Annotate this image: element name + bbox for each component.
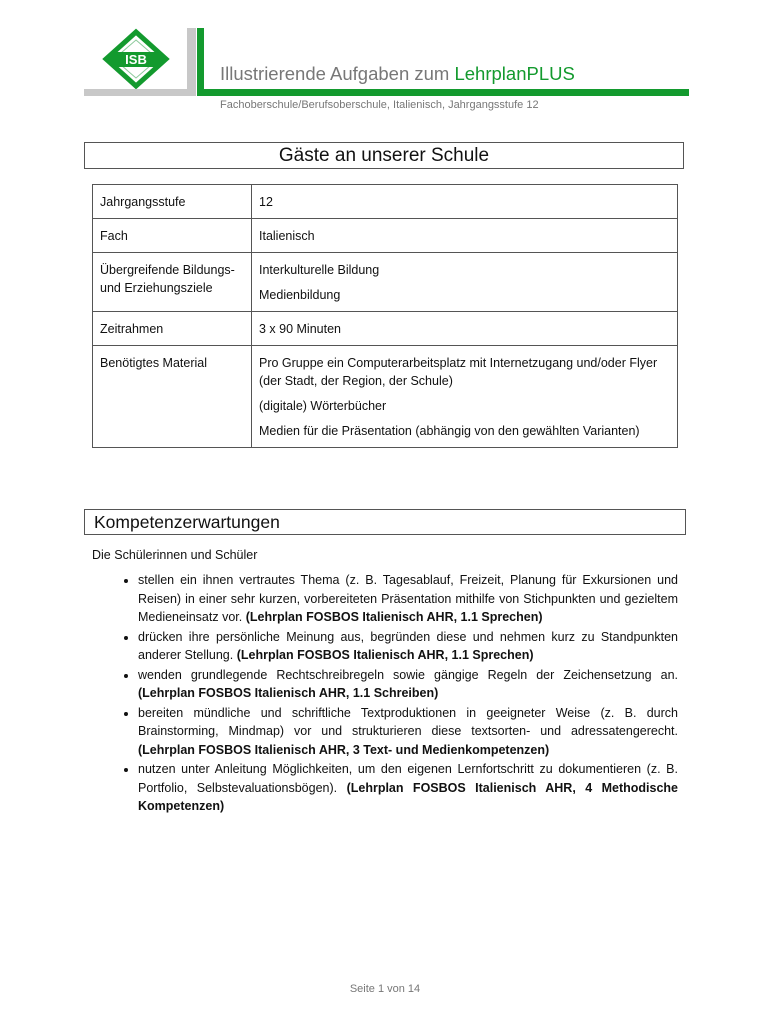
- isb-logo: [84, 28, 188, 90]
- curriculum-reference: (Lehrplan FOSBOS Italienisch AHR, 4 Methodische Kompetenzen): [138, 780, 678, 813]
- row-label: Übergreifende Bildungs- und Erziehungsziele: [93, 253, 252, 312]
- competence-text: stellen ein ihnen vertrautes Thema (z. B. Tagesablauf, Freizeit, Planung für Exkursionen und Reisen) in einer sehr kurzen, vorbereiteten Präsentation mithilfe von Stichpunkten und gezieltem Medieneinsatz vor.: [138, 573, 678, 624]
- row-value: [252, 346, 678, 448]
- list-item: [138, 666, 678, 703]
- section-title-kompetenzen: Kompetenzerwartungen: [84, 509, 686, 535]
- row-value: [252, 312, 678, 346]
- table-row: [93, 185, 678, 219]
- row-value-text: 12: [259, 195, 273, 209]
- list-item: [138, 628, 678, 665]
- row-value-text: 3 x 90 Minuten: [259, 322, 341, 336]
- competence-text: drücken ihre persönliche Meinung aus, begründen diese und nehmen kurz zu Standpunkten anderer Stellung.: [138, 629, 678, 662]
- row-label: Fach: [93, 219, 252, 253]
- row-value: [252, 219, 678, 253]
- row-label: Zeitrahmen: [93, 312, 252, 346]
- svg-text:ISB: ISB: [125, 52, 147, 67]
- competence-text: nutzen unter Anleitung Möglichkeiten, um den eigenen Lernfortschritt zu dokumentieren (z. B. Portfolio, Selbstevaluationsbögen).: [138, 762, 678, 795]
- row-value-text: Medien für die Präsentation (abhängig von den gewählten Varianten): [259, 424, 640, 438]
- header-subtitle: Fachoberschule/Berufsoberschule, Italienisch, Jahrgangsstufe 12: [220, 99, 539, 111]
- table-row: [93, 253, 678, 312]
- header-title: [220, 63, 575, 85]
- list-item: [138, 571, 678, 627]
- row-value: [252, 185, 678, 219]
- row-value-text: Medienbildung: [259, 288, 341, 302]
- header-grey-bar-horizontal: [84, 89, 196, 96]
- header-grey-bar-vertical: [187, 28, 196, 96]
- row-label: Jahrgangsstufe: [93, 185, 252, 219]
- row-label: Benötigtes Material: [93, 346, 252, 448]
- table-row: [93, 312, 678, 346]
- competences-intro: Die Schülerinnen und Schüler: [92, 548, 258, 562]
- curriculum-reference: (Lehrplan FOSBOS Italienisch AHR, 1.1 Sprechen): [236, 648, 534, 662]
- competence-text: wenden grundlegende Rechtschreibregeln sowie gängige Regeln der Zeichensetzung an.: [138, 667, 678, 682]
- row-value-text: Italienisch: [259, 229, 315, 243]
- row-value-text: (digitale) Wörterbücher: [259, 399, 387, 413]
- document-title: Gäste an unserer Schule: [84, 142, 684, 169]
- curriculum-reference: (Lehrplan FOSBOS Italienisch AHR, 1.1 Schreiben): [138, 686, 439, 700]
- row-value: [252, 253, 678, 312]
- header-title-prefix: Illustrierende Aufgaben zum: [220, 63, 455, 84]
- curriculum-reference: (Lehrplan FOSBOS Italienisch AHR, 3 Text- und Medienkompetenzen): [138, 742, 550, 757]
- header-green-bar-horizontal: [197, 89, 689, 96]
- page-number: Seite 1 von 14: [349, 983, 421, 995]
- header-green-bar-vertical: [197, 28, 204, 96]
- row-value-text: Pro Gruppe ein Computerarbeitsplatz mit Internetzugang und/oder Flyer (der Stadt, der Region, der Schule): [259, 356, 658, 388]
- header-title-accent: LehrplanPLUS: [454, 63, 575, 84]
- competence-list: [92, 571, 678, 817]
- row-value-text: Interkulturelle Bildung: [259, 263, 380, 277]
- competence-text: bereiten mündliche und schriftliche Textproduktionen in geeigneter Weise (z. B. durch Brainstorming, Mindmap) vor und strukturieren diese textsorten- und adressatengerecht.: [138, 705, 678, 738]
- list-item: [138, 760, 678, 816]
- curriculum-reference: (Lehrplan FOSBOS Italienisch AHR, 1.1 Sprechen): [245, 610, 543, 624]
- table-row: [93, 219, 678, 253]
- table-row: [93, 346, 678, 448]
- list-item: [138, 704, 678, 760]
- info-table: [92, 184, 678, 448]
